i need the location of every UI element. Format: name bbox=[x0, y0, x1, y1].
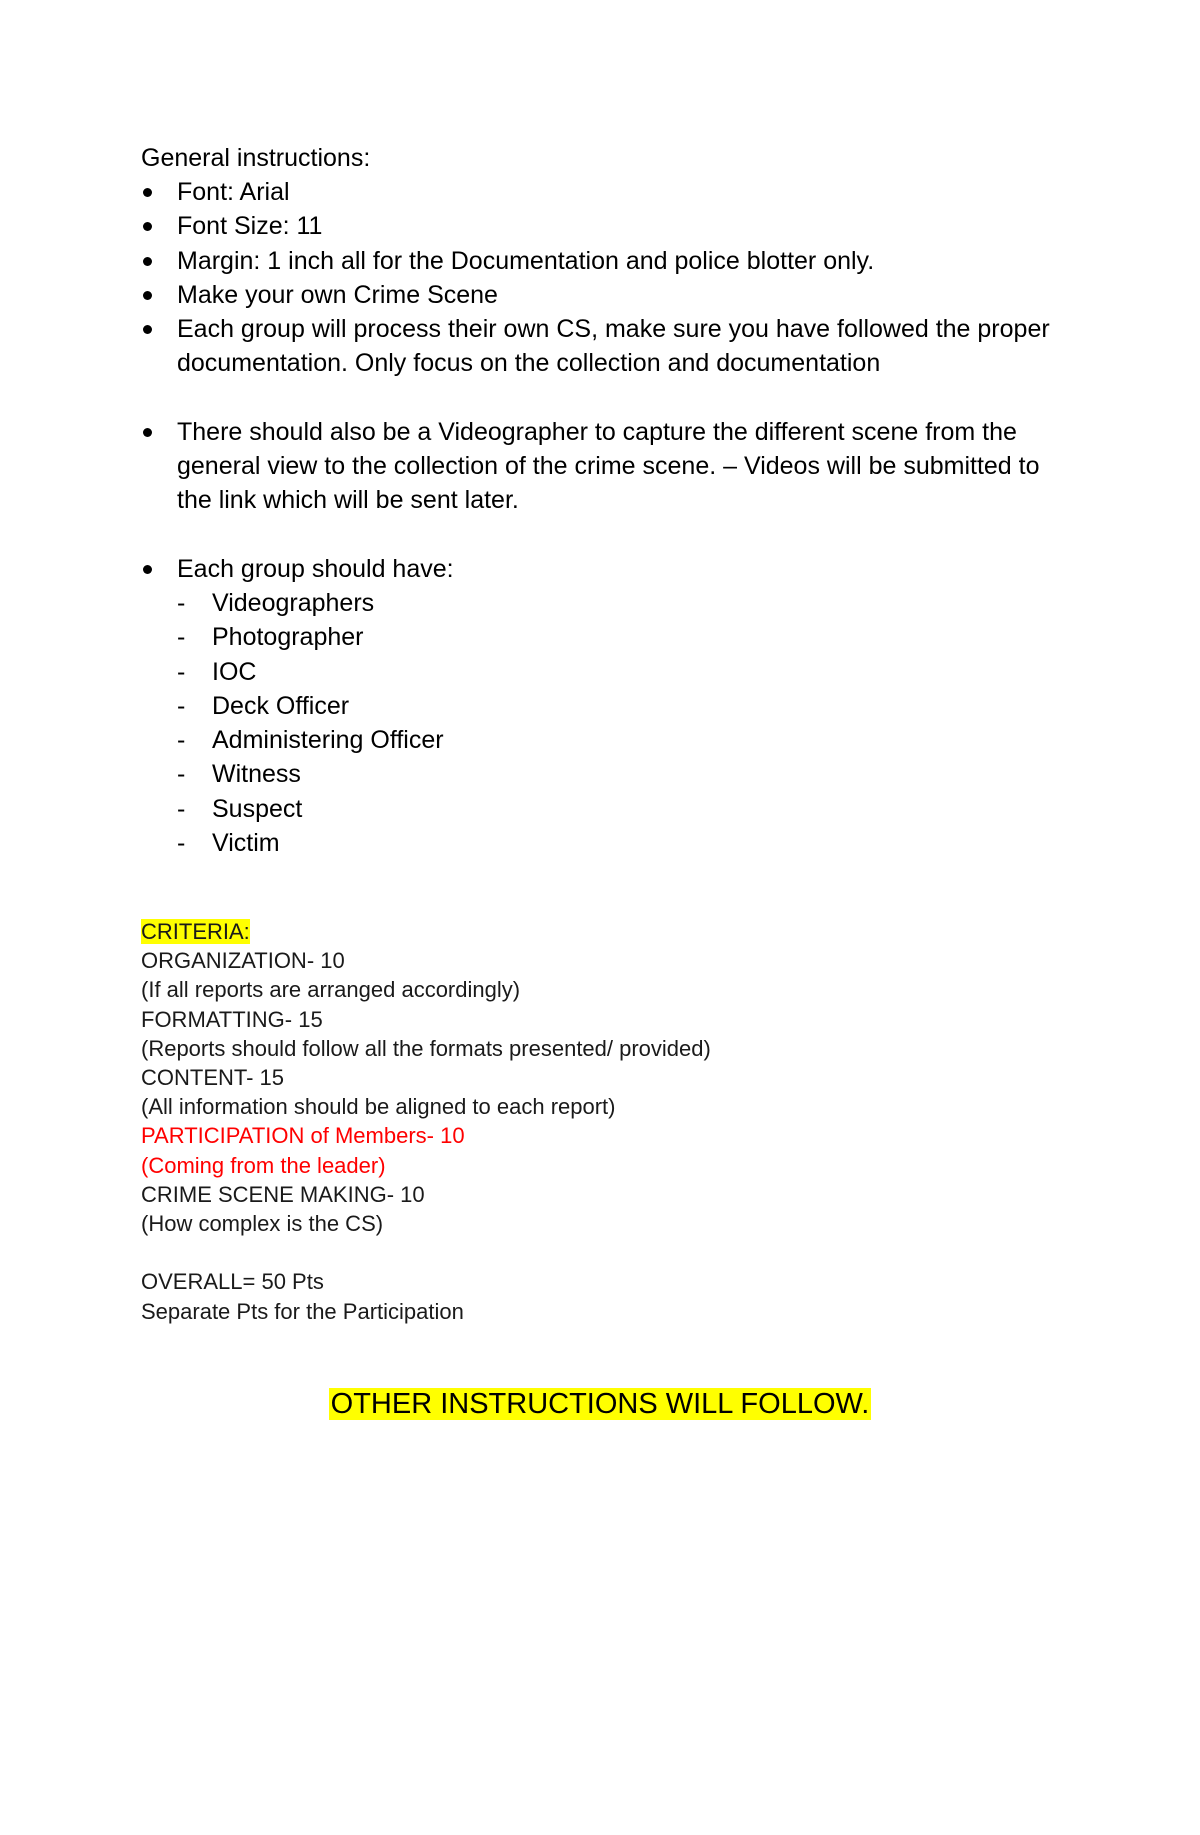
bullet-text: Margin: 1 inch all for the Documentation and police blotter only. bbox=[177, 246, 875, 275]
bullet-text: Font: Arial bbox=[177, 178, 290, 206]
role-item bbox=[177, 620, 1071, 654]
criteria-participation: PARTICIPATION of Members- 10 bbox=[141, 1123, 465, 1149]
instructions-list bbox=[141, 175, 1071, 860]
role-text: Victim bbox=[212, 829, 280, 858]
dash-marker: - bbox=[177, 726, 186, 755]
role-item bbox=[177, 586, 1071, 620]
dash-marker: - bbox=[177, 623, 186, 652]
list-item bbox=[141, 209, 1071, 243]
bullet-text: Font Size: 11 bbox=[177, 212, 323, 241]
role-text: Deck Officer bbox=[212, 691, 350, 720]
list-item bbox=[141, 552, 1071, 861]
criteria-organization: ORGANIZATION- 10 bbox=[141, 948, 345, 974]
criteria-formatting-note: (Reports should follow all the formats presented/ provided) bbox=[141, 1035, 711, 1061]
criteria-title: CRITERIA: bbox=[141, 919, 250, 944]
bullet-text: Make your own Crime Scene bbox=[177, 280, 498, 309]
role-text: Videographers bbox=[212, 588, 375, 617]
role-item bbox=[177, 757, 1071, 791]
bullet-text: There should also be a Videographer to capture the different scene from the general view to the collection of the crime scene. – Videos will be submitted to the link which will be sent later. bbox=[177, 417, 1040, 515]
dash-marker: - bbox=[177, 588, 186, 617]
criteria-crime-scene-note: (How complex is the CS) bbox=[141, 1211, 384, 1237]
bullet-text: Each group will process their own CS, make sure you have followed the proper documentation. Only focus on the collection and documentation bbox=[177, 315, 1050, 378]
criteria-overall: OVERALL= 50 Pts bbox=[141, 1269, 324, 1295]
list-item bbox=[141, 175, 1071, 209]
bullet-icon bbox=[143, 565, 152, 574]
dash-marker: - bbox=[177, 794, 186, 823]
role-item bbox=[177, 655, 1071, 689]
criteria-section bbox=[141, 917, 1041, 1326]
list-item bbox=[141, 278, 1071, 312]
list-item bbox=[141, 312, 1071, 381]
criteria-formatting: FORMATTING- 15 bbox=[141, 1006, 323, 1032]
role-text: IOC bbox=[212, 657, 257, 686]
role-text: Suspect bbox=[212, 794, 303, 823]
bullet-icon bbox=[143, 291, 152, 300]
bullet-icon bbox=[143, 257, 152, 266]
dash-marker: - bbox=[177, 829, 186, 858]
roles-list bbox=[177, 586, 1071, 860]
criteria-content-note: (All information should be aligned to each report) bbox=[141, 1094, 616, 1120]
role-item bbox=[177, 826, 1071, 860]
list-item bbox=[141, 415, 1071, 518]
criteria-separate: Separate Pts for the Participation bbox=[141, 1298, 464, 1324]
dash-marker: - bbox=[177, 657, 186, 686]
bullet-text: Each group should have: bbox=[177, 554, 454, 583]
other-instructions-text: OTHER INSTRUCTIONS WILL FOLLOW. bbox=[330, 1388, 870, 1420]
criteria-crime-scene: CRIME SCENE MAKING- 10 bbox=[141, 1181, 425, 1207]
role-item bbox=[177, 792, 1071, 826]
criteria-content: CONTENT- 15 bbox=[141, 1065, 285, 1091]
general-instructions-heading: General instructions: bbox=[141, 144, 371, 172]
other-instructions-note bbox=[0, 1385, 1200, 1423]
spacer bbox=[141, 1238, 1041, 1267]
criteria-organization-note: (If all reports are arranged accordingly) bbox=[141, 977, 521, 1003]
role-text: Photographer bbox=[212, 623, 364, 652]
role-text: Administering Officer bbox=[212, 726, 444, 755]
bullet-icon bbox=[143, 428, 152, 437]
role-item bbox=[177, 689, 1071, 723]
bullet-icon bbox=[143, 188, 152, 197]
role-item bbox=[177, 723, 1071, 757]
list-item bbox=[141, 244, 1071, 278]
dash-marker: - bbox=[177, 691, 186, 720]
role-text: Witness bbox=[212, 760, 301, 789]
bullet-icon bbox=[143, 222, 152, 231]
criteria-participation-note: (Coming from the leader) bbox=[141, 1152, 386, 1178]
bullet-icon bbox=[143, 325, 152, 334]
dash-marker: - bbox=[177, 760, 186, 789]
